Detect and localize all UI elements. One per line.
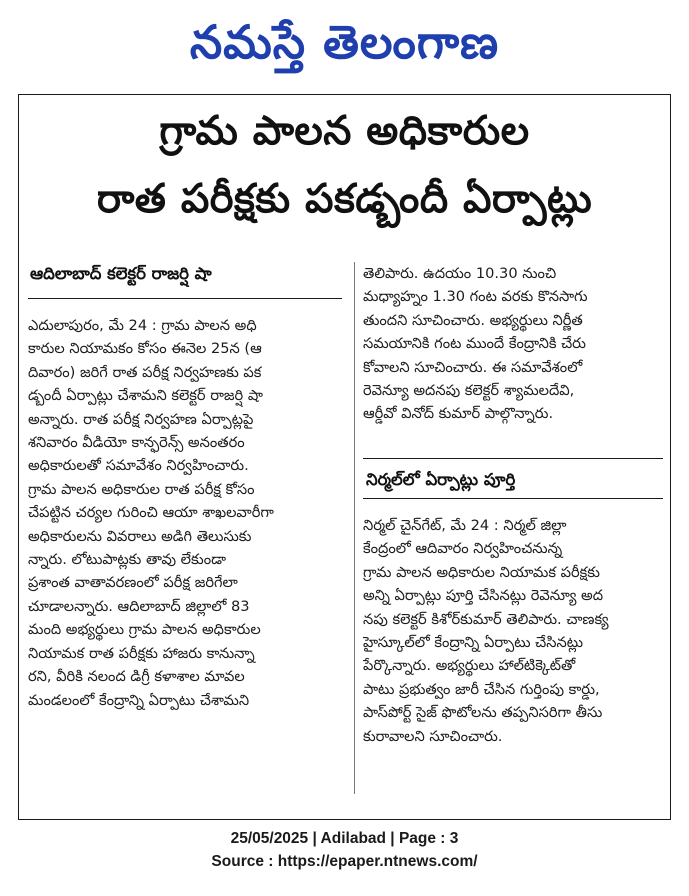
article-text-line: రెవెన్యూ అదనపు కలెక్టర్ శ్యామలదేవి, [363,382,575,400]
subheading-nirmal-arrangements: నిర్మల్‌లో ఏర్పాట్లు పూర్తి [366,470,516,489]
article-text-line: తుందని సూచించారు. అభ్యర్థులు నిర్ణీత [363,311,583,329]
article-text-line: అధికారులను వివరాలు అడిగి తెలుసుకు [28,527,252,545]
article-text-line: న్నారు. లోటుపాట్లకు తావు లేకుండా [28,551,226,569]
article-text-line: సమయానికి గంట ముందే కేంద్రానికి చేరు [363,335,586,353]
article-text-line: తెలిపారు. ఉదయం 10.30 నుంచి [363,265,557,282]
article-text-line: పాటు ప్రభుత్వం జారీ చేసిన గుర్తింపు కార్డు, [363,680,600,698]
article-text-line: మంది అభ్యర్థులు గ్రామ పాలన అధికారుల [28,621,261,639]
article-text-line: దివారం) జరిగే రాత పరీక్ష నిర్వహణకు పక [28,363,262,381]
article-text-line: అధికారులతో సమావేశం నిర్వహించారు. [28,457,249,475]
subheading-adilabad-collector: ఆదిలాబాద్ కలెక్టర్ రాజర్షి షా [30,264,212,283]
article-text-line: ఎదులాపురం, మే 24 : గ్రామ పాలన అధి [28,317,257,334]
article-text-line: ఆర్డీవో వినోద్ కుమార్ పాల్గొన్నారు. [363,405,554,423]
article-text-line: కారుల నియామకం కోసం ఈనెల 25న (ఆ [28,340,262,358]
newspaper-masthead: నమస్తే తెలంగాణ [189,15,500,69]
footer-source-url: Source : https://epaper.ntnews.com/ [211,853,478,870]
article-text-line: కురావాలని సూచించారు. [363,727,503,745]
article-text-line: మండలంలో కేంద్రాన్ని ఏర్పాటు చేశామని [28,691,250,709]
article-text-line: మధ్యాహ్నం 1.30 గంట వరకు కొనసాగు [363,288,588,306]
article-text-line: రని, వీరికి నలంద డిగ్రీ కళాశాల మావల [28,668,245,686]
article-text-line: కేంద్రంలో ఆదివారం నిర్వహించనున్న [363,540,563,558]
article-left-column [28,314,348,712]
article-text-line: నియామక రాత పరీక్షకు హాజరు కానున్నా [28,644,255,662]
section-rule-top [363,458,663,459]
article-text-line: నిర్మల్ చైన్‌గేట్, మే 24 : నిర్మల్ జిల్లా [363,517,567,534]
article-text-line: పేర్కొన్నారు. అభ్యర్థులు హాల్‌టిక్కెట్‌తో [363,657,576,675]
article-nirmal-column [363,514,663,748]
article-text-line: చూడాలన్నారు. ఆదిలాబాద్ జిల్లాలో 83 [28,597,250,615]
article-text-line: అన్నారు. రాత పరీక్ష నిర్వహణ ఏర్పాట్లపై [28,410,254,428]
headline-line-1: గ్రామ పాలన అధికారుల [159,108,530,154]
footer-date-edition-page: 25/05/2025 | Adilabad | Page : 3 [230,830,459,847]
article-text-line: శనివారం వీడియో కాన్ఫరెన్స్ అనంతరం [28,434,245,452]
headline-line-2: రాత పరీక్షకు పకడ్బందీ ఏర్పాట్లు [96,176,593,222]
article-text-line: నపు కలెక్టర్ కిశోర్‌కుమార్ తెలిపారు. చాణక్య [363,610,609,628]
article-text-line: చేపట్టిన చర్యల గురించి ఆయా శాఖలవారీగా [28,504,274,522]
article-text-line: గ్రామ పాలన అధికారుల నియామక పరీక్షకు [363,563,600,581]
article-text-line: గ్రామ పాలన అధికారుల రాత పరీక్ష కోసం [28,480,255,498]
section-rule-bottom [363,498,663,499]
article-text-line: ప్రశాంత వాతావరణంలో పరీక్ష జరిగేలా [28,574,238,592]
article-text-line: డ్బందీ ఏర్పాట్లు చేశామని కలెక్టర్ రాజర్షి షా [28,387,263,405]
article-text-line: హైస్కూల్‌లో కేంద్రాన్ని ఏర్పాటు చేసినట్లు [363,634,584,652]
article-text-line: అన్ని ఏర్పాట్లు పూర్తి చేసినట్లు రెవెన్యూ అద [363,587,604,605]
column-divider [354,262,355,794]
article-right-column [363,262,663,426]
article-text-line: పాస్‌పోర్ట్ సైజ్ ఫొటోలను తప్పనిసరిగా తీసు [363,704,603,722]
article-text-line: కోవాలని సూచించారు. ఈ సమావేశంలో [363,358,583,376]
subheading-rule [28,298,342,299]
